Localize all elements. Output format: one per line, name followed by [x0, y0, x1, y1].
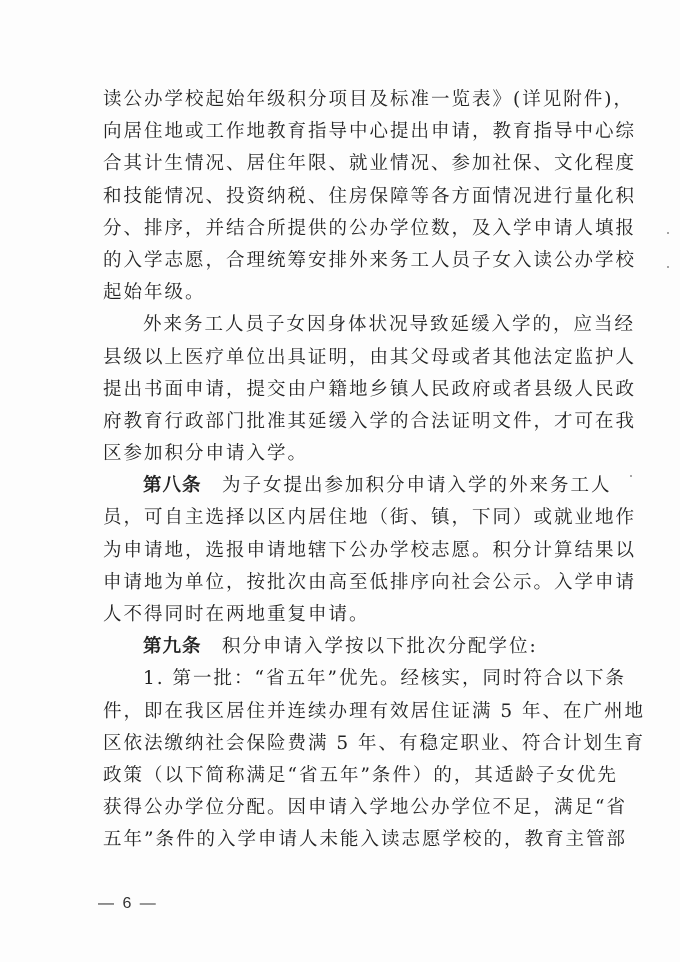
line-text: 积分申请入学按以下批次分配学位: [201, 636, 538, 658]
line-text: 和技能情况、投资纳税、住房保障等各方面情况进行量化积 [103, 185, 637, 207]
scan-speck [630, 475, 632, 477]
text-line [103, 535, 637, 567]
line-text: 五年”条件的入学申请人未能入读志愿学校的，教育主管部 [103, 829, 627, 851]
line-text: 获得公办学位分配。因申请入学地公办学位不足，满足“省 [103, 797, 627, 819]
text-line [103, 760, 618, 792]
line-text: 政策（以下简称满足“省五年”条件）的，其适龄子女优先 [103, 764, 618, 786]
text-line [103, 502, 637, 534]
scan-speck [667, 232, 669, 234]
line-text: 的入学志愿，合理统筹安排外来务工人员子女入读公办学校 [103, 249, 637, 271]
line-text: 为申请地，选报申请地辖下公办学校志愿。积分计算结果以 [103, 539, 637, 561]
text-line [103, 309, 636, 341]
text-line [103, 374, 637, 406]
line-text: 申请地为单位，按批次由高至低排序向社会公示。入学申请 [103, 571, 637, 593]
text-line [103, 438, 585, 470]
page-number: — 6 — [98, 895, 158, 912]
line-text: 向居住地或工作地教育指导中心提出申请，教育指导中心综 [103, 121, 637, 143]
text-line [103, 567, 637, 599]
line-text: 区参加积分申请入学。 [103, 443, 309, 465]
text-line [103, 84, 634, 116]
text-line [103, 181, 637, 213]
text-line [103, 631, 585, 663]
text-line [103, 342, 637, 374]
text-line [103, 696, 646, 728]
text-line [103, 663, 626, 695]
line-text: 读公办学校起始年级积分项目及标准一览表》(详见附件)， [103, 89, 634, 110]
line-text: 员，可自主选择以区内居住地（街、镇，下同）或就业地作 [103, 507, 637, 529]
scan-speck [667, 266, 669, 268]
line-text: 合其计生情况、居住年限、就业情况、参加社保、文化程度 [103, 153, 637, 175]
article-heading: 第九条 [143, 636, 202, 658]
document-body [103, 84, 646, 857]
text-line [103, 792, 627, 824]
line-text: 分、排序，并结合所提供的公办学位数，及入学申请人填报 [103, 217, 637, 239]
text-line [103, 406, 637, 438]
text-line [103, 245, 637, 277]
line-text: 提出书面申请，提交由户籍地乡镇人民政府或者县级人民政 [103, 378, 637, 400]
text-line [103, 470, 612, 502]
article-heading: 第八条 [143, 475, 202, 497]
text-line [103, 277, 585, 309]
line-text: 县级以上医疗单位出具证明，由其父母或者其他法定监护人 [103, 346, 637, 368]
text-line [103, 599, 585, 631]
text-line [103, 116, 637, 148]
line-text: 1. 第一批：“省五年”优先。经核实，同时符合以下条 [143, 668, 626, 690]
line-text: 为子女提出参加积分申请入学的外来务工人 [201, 475, 612, 497]
text-line [103, 824, 627, 856]
line-text: 件，即在我区居住并连续办理有效居住证满 5 年、在广州地 [103, 700, 646, 722]
text-line [103, 213, 637, 245]
line-text: 人不得同时在两地重复申请。 [103, 604, 370, 625]
line-text: 起始年级。 [103, 282, 206, 304]
text-line [103, 728, 646, 760]
line-text: 府教育行政部门批准其延缓入学的合法证明文件，才可在我 [103, 410, 637, 432]
line-text: 区依法缴纳社会保险费满 5 年、有稳定职业、符合计划生育 [103, 732, 646, 754]
text-line [103, 148, 637, 180]
line-text: 外来务工人员子女因身体状况导致延缓入学的，应当经 [143, 314, 636, 336]
